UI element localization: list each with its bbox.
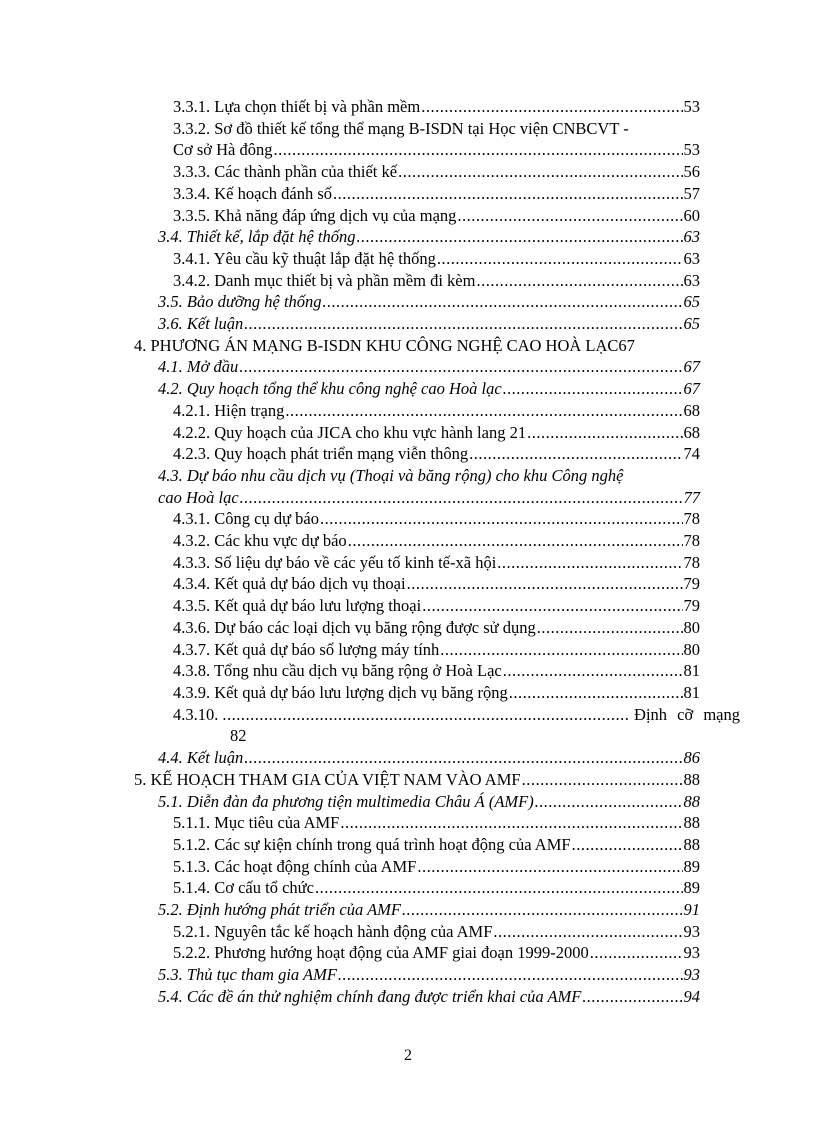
toc-leader bbox=[274, 139, 683, 161]
toc-leader bbox=[222, 704, 630, 726]
toc-entry[interactable] bbox=[0, 356, 700, 378]
toc-leader bbox=[535, 791, 683, 813]
toc-entry-title: 5.1.1. Mục tiêu của AMF bbox=[173, 813, 340, 833]
toc-entry[interactable] bbox=[0, 877, 700, 899]
toc-entry[interactable] bbox=[0, 660, 700, 682]
toc-entry-title: 3.3.4. Kế hoạch đánh số bbox=[173, 183, 333, 203]
toc-entry[interactable] bbox=[0, 704, 740, 747]
toc-entry[interactable] bbox=[0, 964, 700, 986]
toc-leader bbox=[421, 96, 682, 118]
toc-entry-title: 4.3.6. Dự báo các loại dịch vụ băng rộng được sử dụng bbox=[173, 617, 536, 637]
toc-entry[interactable] bbox=[0, 986, 700, 1008]
toc-leader bbox=[590, 942, 683, 964]
toc-leader bbox=[398, 161, 682, 183]
toc-entry-title: 5. KẾ HOẠCH THAM GIA CỦA VIỆT NAM VÀO AMF bbox=[134, 769, 521, 789]
toc-page: 60 bbox=[683, 205, 700, 225]
toc-entry[interactable] bbox=[0, 747, 700, 769]
toc-entry[interactable] bbox=[0, 313, 700, 335]
toc-page: 67 bbox=[683, 379, 700, 399]
toc-page: 81 bbox=[683, 661, 700, 681]
toc-page: 63 bbox=[683, 248, 700, 268]
toc-chapter-entry[interactable] bbox=[0, 335, 703, 357]
toc-leader bbox=[522, 769, 683, 791]
toc-entry[interactable] bbox=[0, 573, 700, 595]
toc-entry-title: 4. PHƯƠNG ÁN MẠNG B-ISDN KHU CÔNG NGHỆ CAO HOÀ LẠC67 bbox=[134, 335, 635, 355]
toc-page: 78 bbox=[683, 531, 700, 551]
toc-entry[interactable] bbox=[0, 161, 700, 183]
toc-leader bbox=[527, 422, 682, 444]
toc-entry[interactable] bbox=[0, 856, 700, 878]
toc-entry-title: 3.3.3. Các thành phần của thiết kế bbox=[173, 162, 398, 182]
toc-page: 78 bbox=[683, 509, 700, 529]
toc-entry-title: 4.3.1. Công cụ dự báo bbox=[173, 509, 319, 529]
toc-leader bbox=[509, 682, 683, 704]
toc-leader bbox=[469, 443, 682, 465]
toc-leader bbox=[437, 248, 683, 270]
toc-page: 53 bbox=[683, 140, 700, 160]
toc-entry[interactable] bbox=[0, 508, 700, 530]
toc-entry-title: 4.2.2. Quy hoạch của JICA cho khu vực hành lang 21 bbox=[173, 422, 527, 442]
toc-page: 79 bbox=[683, 574, 700, 594]
toc-leader bbox=[348, 530, 683, 552]
toc-page: 57 bbox=[683, 183, 700, 203]
toc-entry[interactable] bbox=[0, 552, 700, 574]
toc-page: 63 bbox=[683, 270, 700, 290]
toc-page: 74 bbox=[683, 444, 700, 464]
toc-page: 81 bbox=[683, 682, 700, 702]
toc-entry[interactable] bbox=[0, 422, 700, 444]
toc-page: 80 bbox=[683, 639, 700, 659]
toc-leader bbox=[440, 639, 682, 661]
toc-leader bbox=[323, 291, 683, 313]
toc-leader bbox=[582, 986, 682, 1008]
toc-page: 88 bbox=[683, 791, 700, 811]
toc-entry-tail: Định cỡ mạng bbox=[634, 704, 740, 724]
toc-page: 93 bbox=[683, 965, 700, 985]
toc-leader bbox=[315, 877, 683, 899]
toc-page: 77 bbox=[683, 487, 700, 507]
toc-entry[interactable] bbox=[0, 378, 700, 400]
toc-page: 86 bbox=[683, 748, 700, 768]
toc-entry-title: 4.3.4. Kết quả dự báo dịch vụ thoại bbox=[173, 574, 406, 594]
toc-page: 88 bbox=[683, 769, 700, 789]
toc-entry-title: 4.3. Dự báo nhu cầu dịch vụ (Thoại và băng rộng) cho khu Công nghệ bbox=[158, 465, 624, 485]
toc-entry-title: 4.3.9. Kết quả dự báo lưu lượng dịch vụ băng rộng bbox=[173, 682, 508, 702]
toc-page: 88 bbox=[683, 813, 700, 833]
toc-leader bbox=[402, 899, 683, 921]
toc-page: 53 bbox=[683, 97, 700, 116]
toc-page: 88 bbox=[683, 834, 700, 854]
toc-leader bbox=[503, 378, 683, 400]
toc-entry[interactable] bbox=[0, 617, 700, 639]
toc-entry-title: 5.2. Định hướng phát triển của AMF bbox=[158, 900, 401, 920]
toc-page: 93 bbox=[683, 921, 700, 941]
toc-entry[interactable] bbox=[0, 899, 700, 921]
toc-leader bbox=[407, 573, 683, 595]
toc-entry-continuation: cao Hoà lạc bbox=[158, 487, 239, 507]
toc-leader bbox=[493, 921, 682, 943]
toc-entry[interactable] bbox=[0, 183, 700, 205]
toc-page: 94 bbox=[683, 986, 700, 1006]
toc-leader bbox=[338, 964, 683, 986]
toc-entry[interactable] bbox=[0, 270, 700, 292]
page-number: 2 bbox=[404, 1047, 412, 1064]
toc-entry-title: 4.2. Quy hoạch tổng thể khu công nghệ cao Hoà lạc bbox=[158, 379, 502, 399]
toc-leader bbox=[239, 356, 682, 378]
toc-entry-title: 5.2.1. Nguyên tắc kế hoạch hành động của AMF bbox=[173, 921, 493, 941]
toc-entry-title: 4.3.7. Kết quả dự báo số lượng máy tính bbox=[173, 639, 440, 659]
toc-page: 89 bbox=[683, 878, 700, 898]
toc-entry-title: 5.1.4. Cơ cấu tổ chức bbox=[173, 878, 314, 898]
toc-entry[interactable] bbox=[0, 226, 700, 248]
toc-entry[interactable] bbox=[0, 530, 700, 552]
toc-entry-title: 4.2.3. Quy hoạch phát triển mạng viễn thông bbox=[173, 444, 469, 464]
toc-page: 68 bbox=[683, 400, 700, 420]
toc-leader bbox=[457, 205, 682, 227]
toc-leader bbox=[497, 552, 682, 574]
toc-entry-title: 4.4. Kết luận bbox=[158, 748, 244, 768]
toc-page: 82 bbox=[230, 726, 247, 746]
toc-page: 68 bbox=[683, 422, 700, 442]
toc-entry-title: 5.2.2. Phương hướng hoạt động của AMF giai đoạn 1999-2000 bbox=[173, 943, 589, 963]
toc-leader bbox=[285, 400, 682, 422]
toc-leader bbox=[357, 226, 683, 248]
toc-entry-title: 3.4. Thiết kế, lắp đặt hệ thống bbox=[158, 227, 356, 247]
toc-leader bbox=[244, 747, 682, 769]
toc-entry-title: 5.4. Các đề án thử nghiệm chính đang được triển khai của AMF bbox=[158, 986, 582, 1006]
toc-entry[interactable] bbox=[0, 443, 700, 465]
toc-entry[interactable] bbox=[0, 96, 700, 118]
toc-entry[interactable] bbox=[0, 400, 700, 422]
toc-entry[interactable] bbox=[0, 639, 700, 661]
toc-leader bbox=[422, 595, 682, 617]
toc-entry-title: 4.2.1. Hiện trạng bbox=[173, 400, 285, 420]
toc-page: 93 bbox=[683, 943, 700, 963]
toc-leader bbox=[320, 508, 683, 530]
toc-leader bbox=[340, 812, 682, 834]
toc-entry-continuation: Cơ sở Hà đông bbox=[173, 140, 273, 160]
toc-entry[interactable] bbox=[0, 248, 700, 270]
toc-entry[interactable] bbox=[0, 465, 700, 508]
toc-page: 63 bbox=[683, 227, 700, 247]
toc-entry-title: 5.1.3. Các hoạt động chính của AMF bbox=[173, 856, 417, 876]
toc-entry-title: 3.3.2. Sơ đồ thiết kế tổng thể mạng B-ISDN tại Học viện CNBCVT - bbox=[173, 118, 629, 138]
toc-leader bbox=[476, 270, 682, 292]
toc-entry-title: 5.1.2. Các sự kiện chính trong quá trình hoạt động của AMF bbox=[173, 834, 571, 854]
toc-entry-title: 4.1. Mở đầu bbox=[158, 357, 239, 377]
toc-entry[interactable] bbox=[0, 291, 700, 313]
toc-entry[interactable] bbox=[0, 682, 700, 704]
toc-chapter-entry[interactable] bbox=[0, 769, 700, 791]
toc-entry-title: 3.3.5. Khả năng đáp ứng dịch vụ của mạng bbox=[173, 205, 457, 225]
toc-leader bbox=[333, 183, 682, 205]
toc-leader bbox=[417, 856, 682, 878]
toc-page: 80 bbox=[683, 617, 700, 637]
toc-page: 56 bbox=[683, 162, 700, 182]
toc-page: 91 bbox=[683, 900, 700, 920]
toc-entry[interactable] bbox=[0, 834, 700, 856]
toc-entry-title: 3.5. Bảo dưỡng hệ thống bbox=[158, 292, 322, 312]
toc-entry-title: 4.3.10. bbox=[173, 704, 219, 724]
toc-entry-title: 4.3.2. Các khu vực dự báo bbox=[173, 531, 347, 551]
toc-entry-title: 4.3.5. Kết quả dự báo lưu lượng thoại bbox=[173, 596, 422, 616]
toc-leader bbox=[537, 617, 683, 639]
toc-page: 65 bbox=[683, 292, 700, 312]
toc-entry-title: 3.4.1. Yêu cầu kỹ thuật lắp đặt hệ thống bbox=[173, 248, 436, 268]
toc-leader bbox=[244, 313, 682, 335]
toc-entry[interactable] bbox=[0, 205, 700, 227]
toc-leader bbox=[503, 660, 683, 682]
toc-entry[interactable] bbox=[0, 118, 700, 161]
toc-entry[interactable] bbox=[0, 812, 700, 834]
toc-page: 89 bbox=[683, 856, 700, 876]
toc-page: 65 bbox=[683, 314, 700, 334]
toc-leader bbox=[572, 834, 683, 856]
toc-entry-title: 4.3.3. Số liệu dự báo về các yếu tố kinh tế-xã hội bbox=[173, 552, 497, 572]
toc-entry-title: 5.3. Thủ tục tham gia AMF bbox=[158, 965, 337, 985]
toc-entry-title: 3.4.2. Danh mục thiết bị và phần mềm đi kèm bbox=[173, 270, 476, 290]
toc-entry[interactable] bbox=[0, 921, 700, 943]
toc-entry-title: 3.6. Kết luận bbox=[158, 314, 244, 334]
toc-entry-title: 3.3.1. Lựa chọn thiết bị và phần mềm bbox=[173, 97, 421, 116]
toc-entry[interactable] bbox=[0, 595, 700, 617]
toc-leader bbox=[240, 487, 683, 509]
toc-page: 67 bbox=[683, 357, 700, 377]
toc-page: 79 bbox=[683, 596, 700, 616]
toc-entry[interactable] bbox=[0, 791, 700, 813]
toc-entry-title: 4.3.8. Tổng nhu cầu dịch vụ băng rộng ở Hoà Lạc bbox=[173, 661, 502, 681]
toc-entry-title: 5.1. Diễn đàn đa phương tiện multimedia Châu Á (AMF) bbox=[158, 791, 534, 811]
toc-entry[interactable] bbox=[0, 942, 700, 964]
toc-page: 78 bbox=[683, 552, 700, 572]
table-of-contents bbox=[0, 96, 816, 1008]
